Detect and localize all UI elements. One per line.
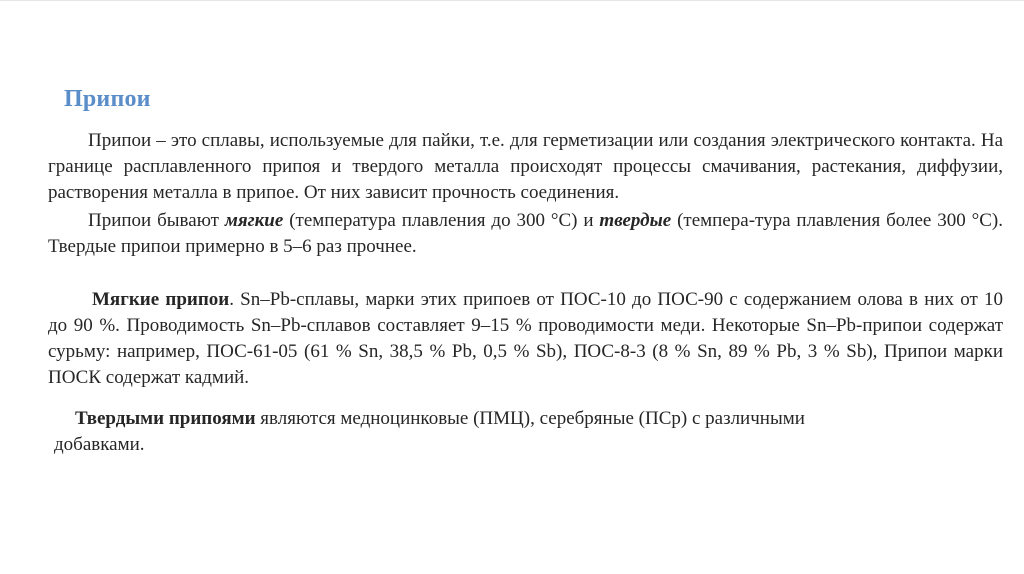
paragraph-types	[48, 208, 1003, 260]
top-divider	[0, 0, 1024, 1]
hard-term: твердые	[599, 210, 672, 231]
types-text-1: Припои бывают	[88, 210, 225, 231]
hard-solders-heading: Твердыми припоями	[75, 408, 256, 429]
soft-solders-text: . Sn–Pb-сплавы, марки этих припоев от ПОС-10 до ПОС-90 с содержанием олова в них от 10 до 90 %. Проводимость Sn–Pb-сплавов составляет 9–15 % проводимости меди. Некоторые Sn–Pb-припои содержат сурьму: например, ПОС-61-05 (61 % Sn, 38,5 % Pb, 0,5 % Sb), ПОС-8-3 (8 % Sn, 89 % Pb, 3 % Sb), Припои марки ПОСК содержат кадмий.	[48, 289, 1003, 388]
paragraph-definition	[48, 128, 1003, 206]
paragraph-definition-text: Припои – это сплавы, используемые для пайки, т.е. для герметизации или создания электрического контакта. На границе расплавленного припоя и твердого металла происходят процессы смачивания, растекания, диффузии, растворения металла в припое. От них зависит прочность соединения.	[48, 130, 1003, 203]
hard-solders-text: являются медноцинковые (ПМЦ), серебряные (ПСр) с различными	[255, 408, 805, 429]
soft-solders-heading: Мягкие припои	[92, 289, 230, 310]
hard-solders-text-2: добавками.	[54, 434, 145, 455]
paragraph-hard-solders	[48, 406, 976, 458]
slide-title: Припои	[64, 86, 151, 112]
types-text-2: (температура плавления до 300 °С) и	[283, 210, 600, 231]
soft-term: мягкие	[224, 210, 284, 231]
types-text-3: (темпера-тура плавления более 300 °С). Твердые припои примерно в 5–6 раз прочнее.	[48, 210, 1004, 257]
paragraph-soft-solders	[48, 287, 1003, 391]
